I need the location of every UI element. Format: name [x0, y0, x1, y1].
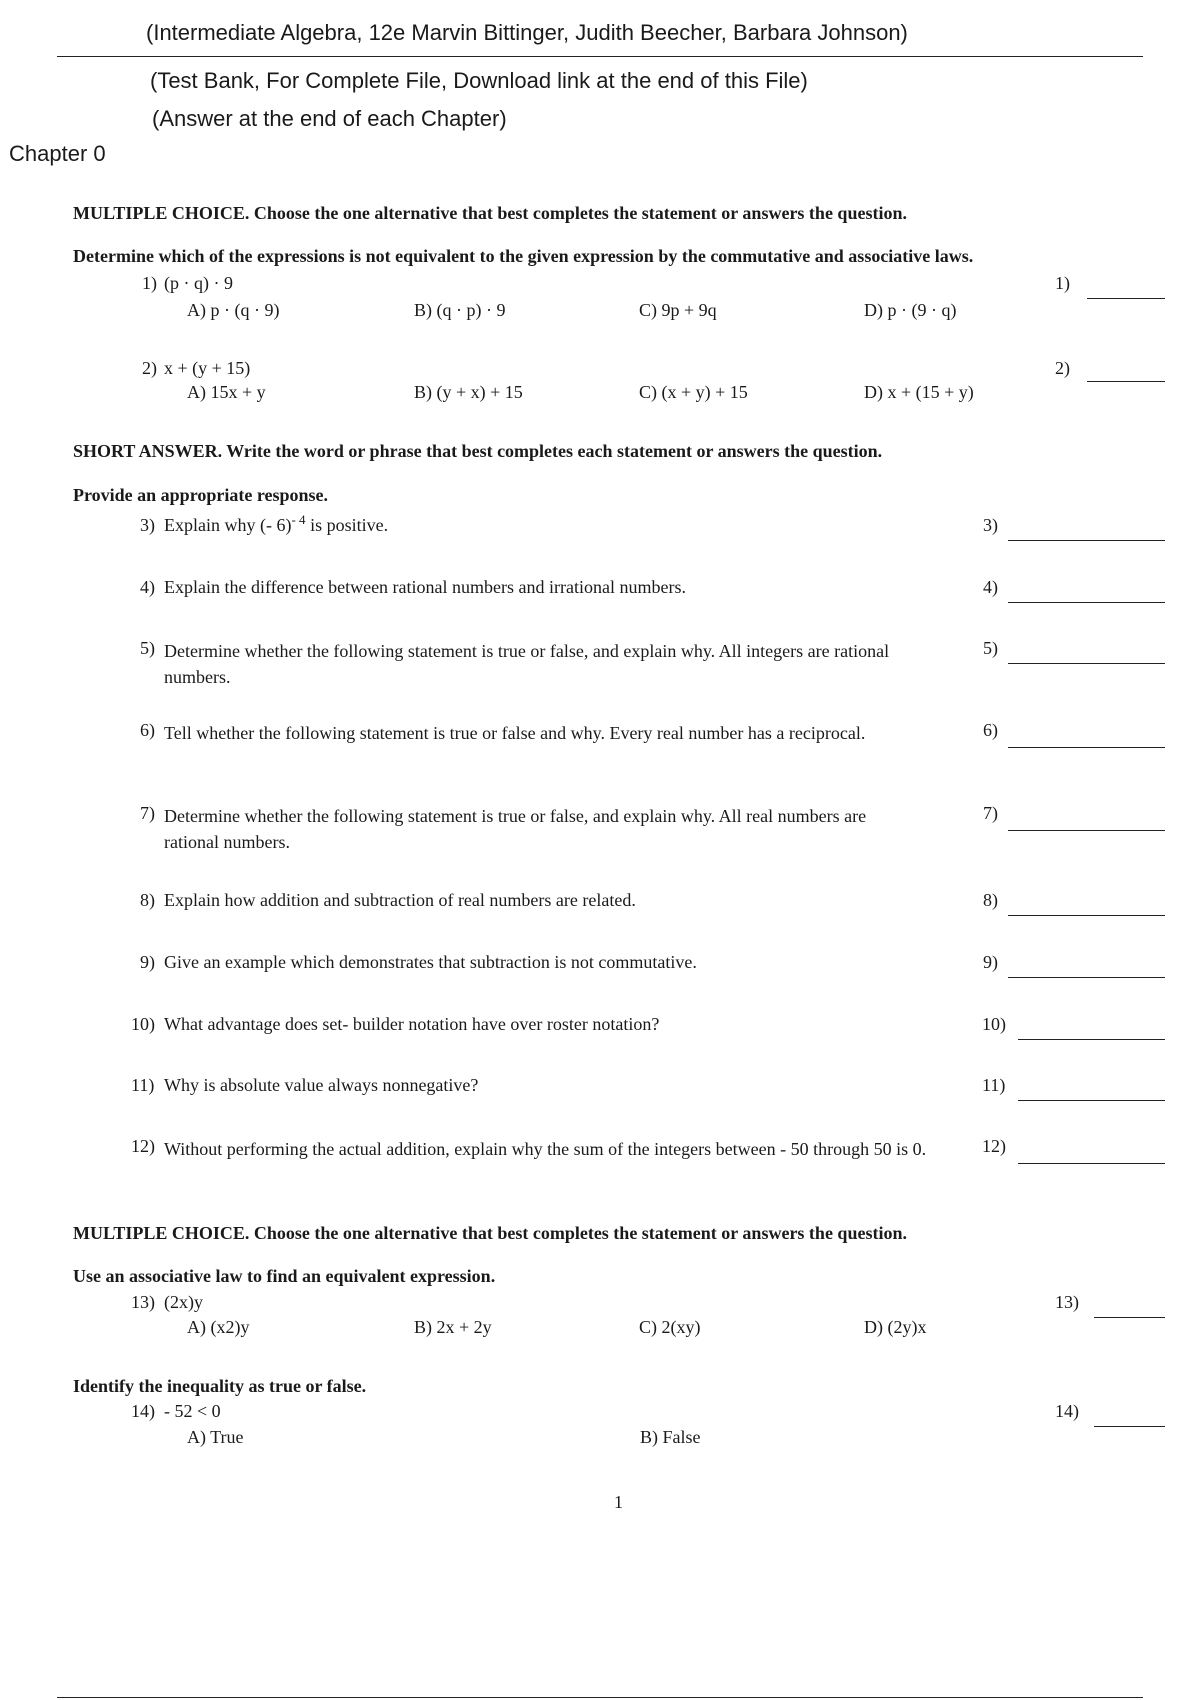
answer-number: 11)	[982, 1075, 1006, 1095]
question-text: Determine whether the following statement is true or false, and explain why. All real numbers are rational numbers.	[164, 806, 867, 852]
question-number: 5)	[140, 638, 155, 658]
option-a[interactable]: A) True	[187, 1427, 244, 1447]
option-d[interactable]: D) x + (15 + y)	[864, 382, 974, 402]
question-number: 6)	[140, 720, 155, 740]
question-text	[164, 512, 389, 536]
question-text: Why is absolute value always nonnegative?	[164, 1075, 479, 1095]
exponent: - 4	[291, 512, 306, 527]
answer-number: 14)	[1055, 1401, 1079, 1421]
option-a[interactable]: A) 15x + y	[187, 382, 266, 402]
answer-blank[interactable]	[1008, 540, 1165, 541]
question-text: Determine whether the following statement is true or false, and explain why. All integers are rational numbers.	[164, 641, 890, 687]
question-number: 14)	[131, 1401, 155, 1421]
answer-number: 8)	[983, 890, 998, 910]
option-c[interactable]: C) 2(xy)	[639, 1317, 701, 1337]
answer-blank[interactable]	[1094, 1426, 1165, 1427]
question-text: Without performing the actual addition, explain why the sum of the integers between - 50 through 50 is 0.	[164, 1139, 927, 1159]
answer-blank[interactable]	[1008, 915, 1165, 916]
question-number: 4)	[140, 577, 155, 597]
section-heading: SHORT ANSWER. Write the word or phrase that best completes each statement or answers the question.	[73, 441, 883, 461]
answer-blank[interactable]	[1018, 1100, 1165, 1101]
book-title: (Intermediate Algebra, 12e Marvin Bittinger, Judith Beecher, Barbara Johnson)	[146, 20, 908, 45]
question-number: 13)	[131, 1292, 155, 1312]
answer-number: 6)	[983, 720, 998, 740]
section-heading: MULTIPLE CHOICE. Choose the one alternative that best completes the statement or answers the question.	[73, 1223, 907, 1243]
footer-rule	[57, 1697, 1143, 1698]
question-text: Explain how addition and subtraction of real numbers are related.	[164, 890, 636, 910]
question-text: Give an example which demonstrates that subtraction is not commutative.	[164, 952, 697, 972]
chapter-title: Chapter 0	[9, 141, 106, 166]
question-number: 10)	[131, 1014, 155, 1034]
question-number: 11)	[131, 1075, 155, 1095]
option-a[interactable]: A) (x2)y	[187, 1317, 250, 1337]
question-text: - 52 < 0	[164, 1401, 221, 1421]
answer-number: 7)	[983, 803, 998, 823]
option-b[interactable]: B) (q · p) · 9	[414, 300, 506, 320]
page-number: 1	[614, 1492, 623, 1512]
answer-number: 2)	[1055, 358, 1070, 378]
answer-note: (Answer at the end of each Chapter)	[152, 106, 507, 131]
question-number: 3)	[140, 515, 155, 535]
question-text-post: is positive.	[305, 515, 389, 535]
answer-blank[interactable]	[1018, 1163, 1165, 1164]
question-number: 12)	[131, 1136, 155, 1156]
instruction: Use an associative law to find an equivalent expression.	[73, 1266, 496, 1286]
question-number: 1)	[142, 273, 157, 293]
answer-number: 3)	[983, 515, 998, 535]
answer-number: 5)	[983, 638, 998, 658]
question-number: 2)	[142, 358, 157, 378]
option-d[interactable]: D) p · (9 · q)	[864, 300, 957, 320]
option-b[interactable]: B) 2x + 2y	[414, 1317, 492, 1337]
answer-blank[interactable]	[1008, 663, 1165, 664]
option-c[interactable]: C) 9p + 9q	[639, 300, 717, 320]
question-text-pre: Explain why (- 6)	[164, 515, 292, 535]
test-bank-note: (Test Bank, For Complete File, Download link at the end of this File)	[150, 68, 808, 93]
answer-blank[interactable]	[1018, 1039, 1165, 1040]
answer-number: 10)	[982, 1014, 1006, 1034]
answer-blank[interactable]	[1008, 830, 1165, 831]
question-number: 7)	[140, 803, 155, 823]
option-d[interactable]: D) (2y)x	[864, 1317, 927, 1337]
answer-blank[interactable]	[1008, 747, 1165, 748]
instruction: Identify the inequality as true or false.	[73, 1376, 367, 1396]
question-text: (2x)y	[164, 1292, 203, 1312]
option-b[interactable]: B) False	[640, 1427, 701, 1447]
option-a[interactable]: A) p · (q · 9)	[187, 300, 280, 320]
question-text: Explain the difference between rational numbers and irrational numbers.	[164, 577, 686, 597]
answer-blank[interactable]	[1087, 381, 1165, 382]
instruction: Determine which of the expressions is not equivalent to the given expression by the commutative and associative laws.	[73, 246, 974, 266]
answer-number: 9)	[983, 952, 998, 972]
answer-blank[interactable]	[1008, 602, 1165, 603]
answer-number: 4)	[983, 577, 998, 597]
answer-blank[interactable]	[1008, 977, 1165, 978]
section-heading: MULTIPLE CHOICE. Choose the one alternative that best completes the statement or answers the question.	[73, 203, 907, 223]
question-text: Tell whether the following statement is true or false and why. Every real number has a reciprocal.	[164, 723, 866, 743]
question-text: (p · q) · 9	[164, 273, 233, 293]
answer-blank[interactable]	[1087, 298, 1165, 299]
answer-number: 12)	[982, 1136, 1006, 1156]
answer-number: 13)	[1055, 1292, 1079, 1312]
option-b[interactable]: B) (y + x) + 15	[414, 382, 523, 402]
question-number: 9)	[140, 952, 155, 972]
question-number: 8)	[140, 890, 155, 910]
question-text: x + (y + 15)	[164, 358, 251, 378]
answer-blank[interactable]	[1094, 1317, 1165, 1318]
answer-number: 1)	[1055, 273, 1070, 293]
header-rule	[57, 56, 1143, 57]
question-text: What advantage does set- builder notation have over roster notation?	[164, 1014, 660, 1034]
option-c[interactable]: C) (x + y) + 15	[639, 382, 748, 402]
instruction: Provide an appropriate response.	[73, 485, 329, 505]
